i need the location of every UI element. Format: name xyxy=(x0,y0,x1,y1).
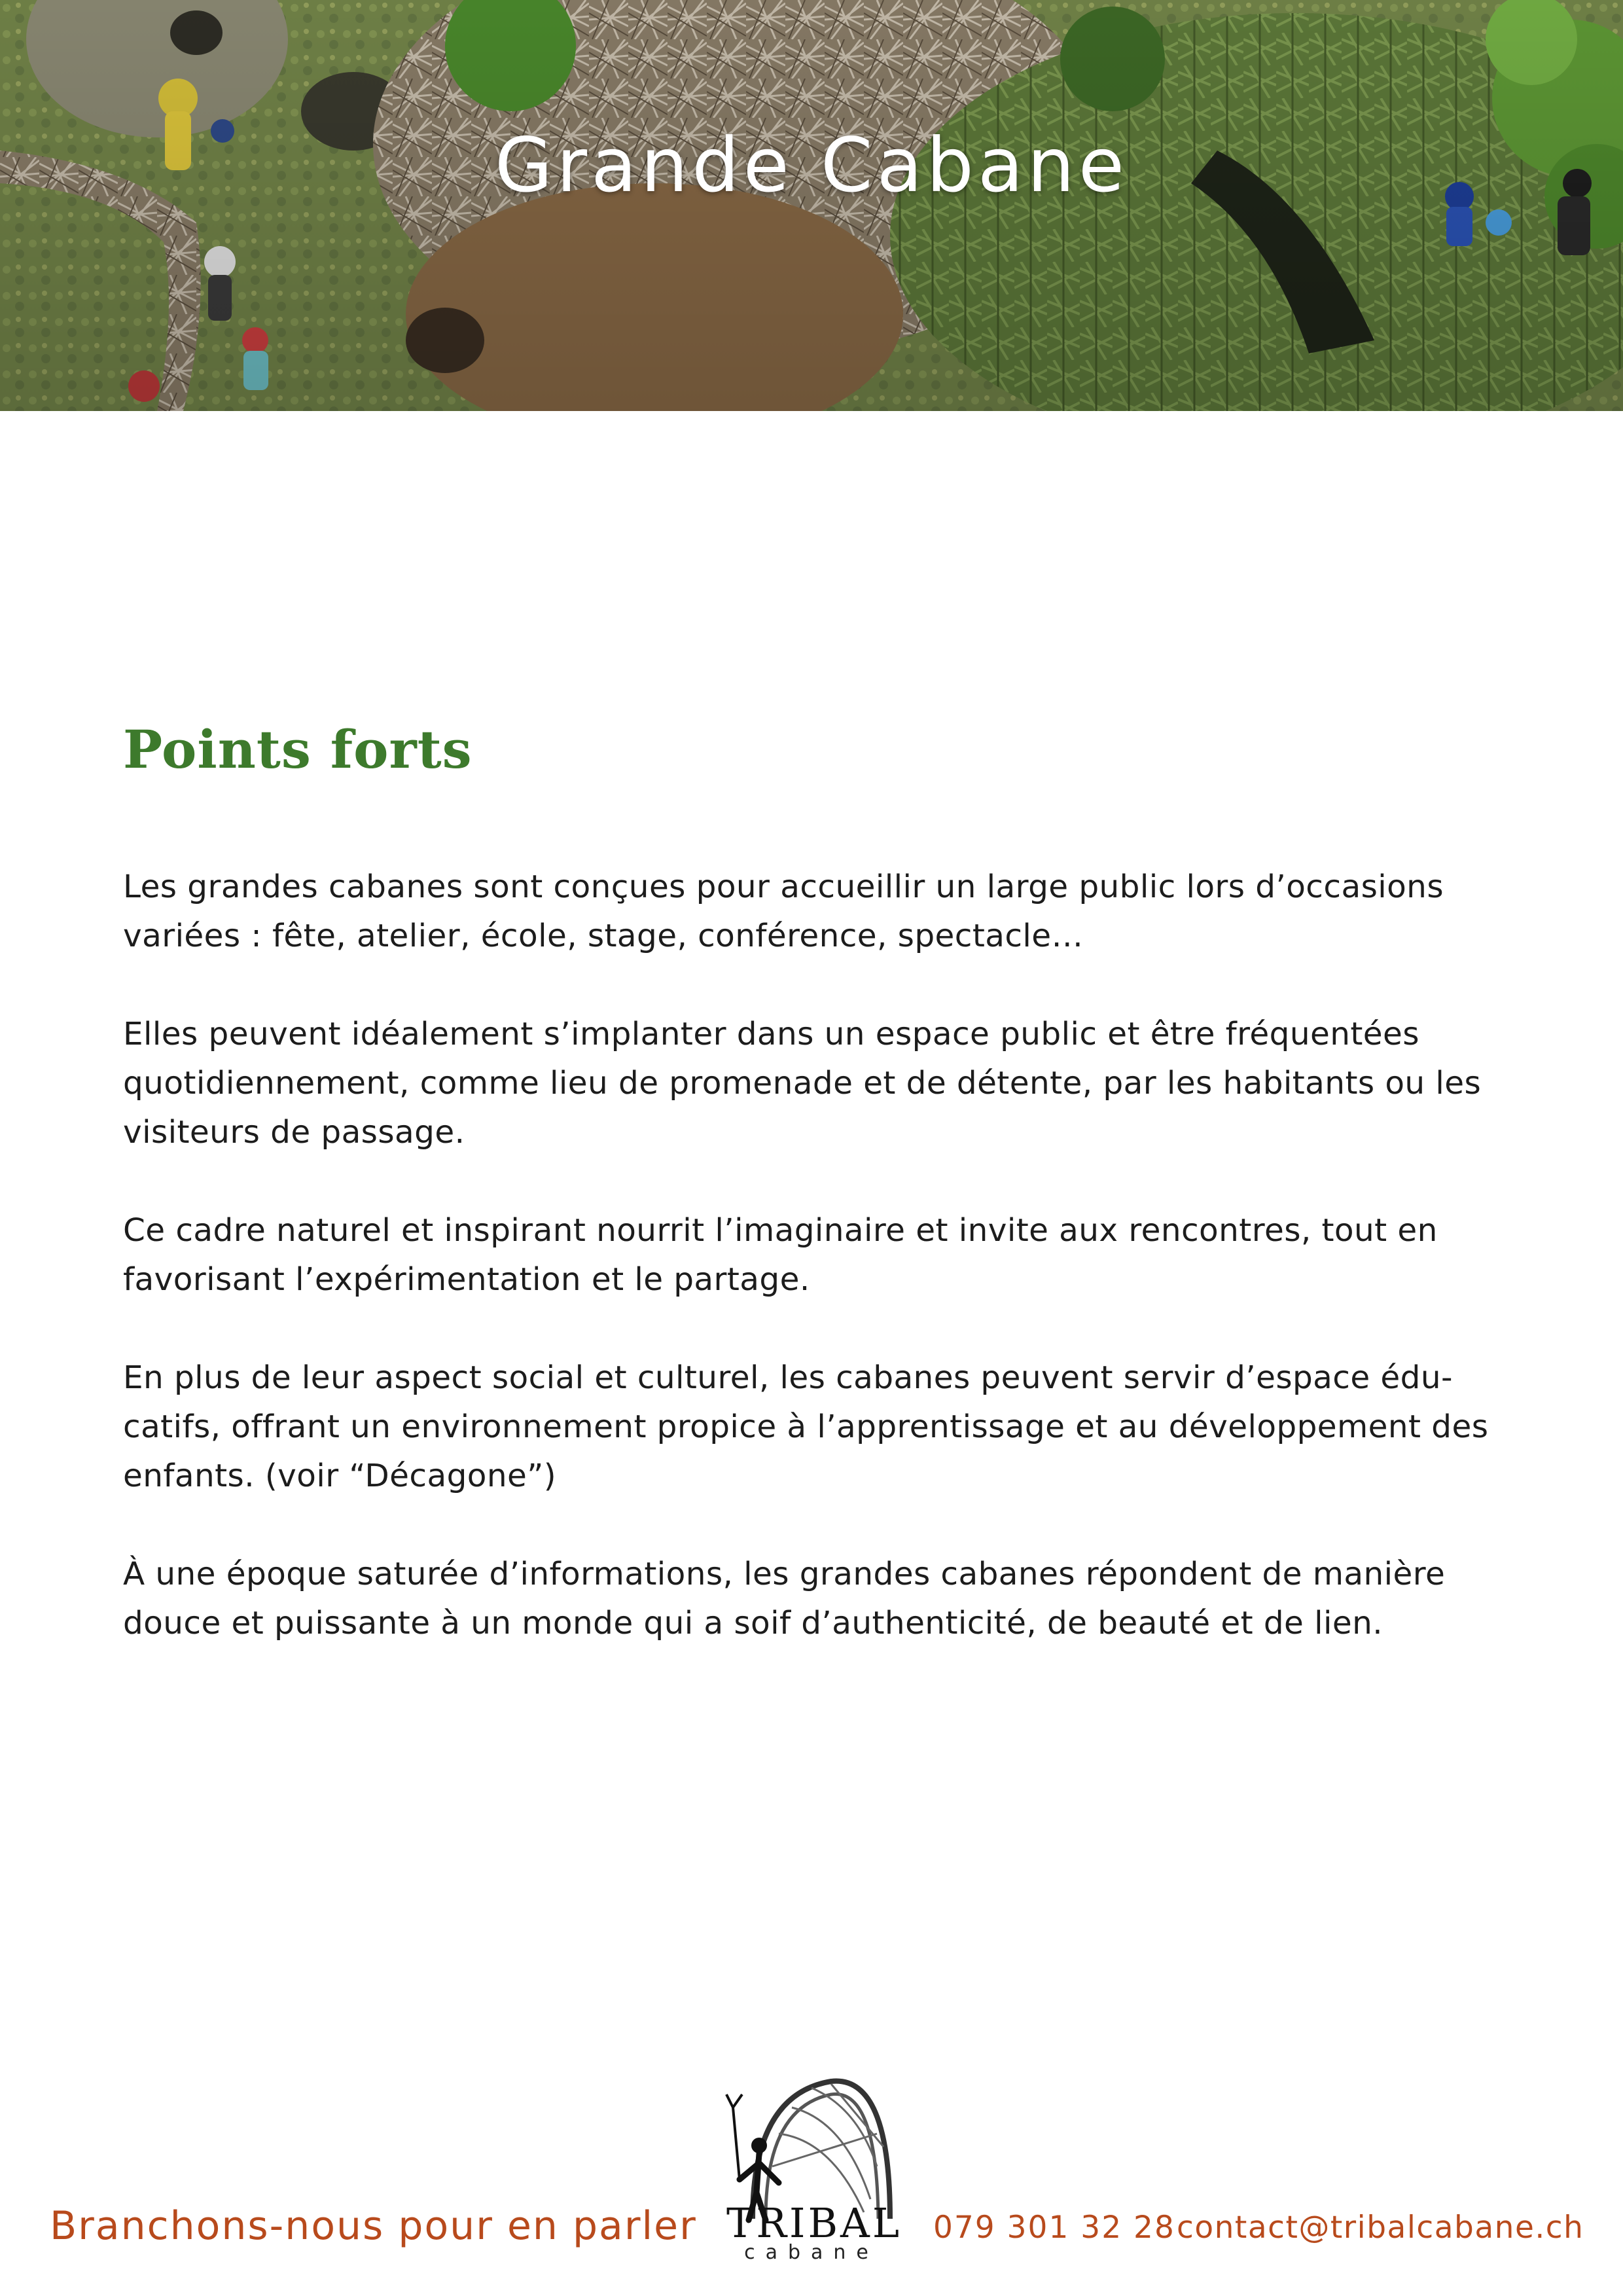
page-title: Grande Cabane xyxy=(494,122,1129,209)
paragraph: En plus de leur aspect social et culturel, les cabanes peuvent servir d’espace édu-catifs, offrant un environnement propice à l’apprentissage et au développement des enfants. (voir “Décagone”) xyxy=(123,1359,1489,1494)
section-heading: Points forts xyxy=(123,719,473,780)
footer-call-to-action: Branchons-nous pour en parler xyxy=(50,2203,697,2249)
logo-subtitle: cabane xyxy=(744,2241,879,2264)
paragraph: Elles peuvent idéalement s’implanter dans un espace public et être fréquentées quotidiennement, comme lieu de promenade et de détente, par les habitants ou les visiteurs de passage. xyxy=(123,1016,1482,1151)
logo-wordmark: TRIBAL xyxy=(726,2199,902,2247)
paragraph: Ce cadre naturel et inspirant nourrit l’imaginaire et invite aux rencontres, tout en favorisant l’expérimentation et le partage. xyxy=(123,1212,1438,1298)
contact-email[interactable]: contact@tribalcabane.ch xyxy=(1177,2210,1584,2246)
hero-photo xyxy=(0,0,1623,411)
paragraph: Les grandes cabanes sont conçues pour accueillir un large public lors d’occasions variées : fête, atelier, école, stage, conférence, spectacle… xyxy=(123,869,1444,954)
body-text xyxy=(123,863,1537,1697)
paragraph: À une époque saturée d’informations, les grandes cabanes répondent de manière douce et puissante à un monde qui a soif d’authenticité, de beauté et de lien. xyxy=(123,1556,1446,1641)
contact-phone[interactable]: 079 301 32 28 xyxy=(933,2210,1175,2246)
tribal-cabane-logo xyxy=(713,2068,910,2278)
